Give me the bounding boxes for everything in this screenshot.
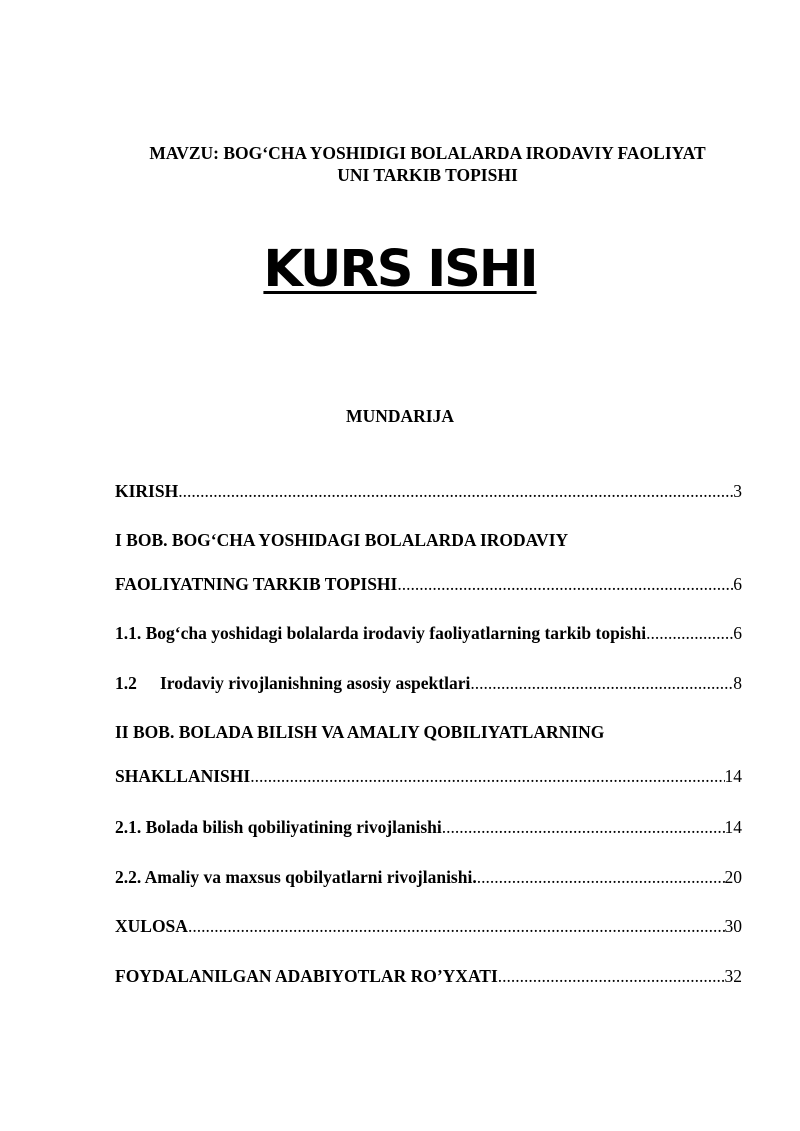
toc-leader-dots — [646, 622, 733, 644]
toc-entry-page: 30 — [724, 916, 742, 936]
toc-entry-section-1-1 — [115, 622, 742, 644]
course-title — [0, 238, 800, 302]
toc-leader-dots — [397, 573, 733, 595]
toc-entry-title: FOYDALANILGAN ADABIYOTLAR RO’YXATI — [115, 966, 498, 986]
toc-entry-chapter2-heading — [115, 721, 742, 743]
toc-leader-dots — [498, 965, 725, 987]
toc-entry-title: XULOSA — [115, 916, 188, 936]
toc-entry-page: 8 — [733, 673, 742, 693]
toc-entry-section-1-2 — [115, 672, 742, 694]
toc-entry-page: 6 — [733, 574, 742, 594]
toc-entry-section-2-1 — [115, 816, 742, 838]
toc-leader-dots — [250, 765, 724, 787]
toc-entry-section-2-2 — [115, 866, 742, 888]
toc-entry-title: II BOB. BOLADA BILISH VA AMALIY QOBILIYATLARNING — [115, 722, 605, 742]
toc-entry-title: 2.1. Bolada bilish qobiliyatining rivojlanishi — [115, 817, 442, 837]
toc-leader-dots — [477, 866, 725, 888]
toc-entry-chapter1 — [115, 573, 742, 595]
toc-entry-title: 1.1. Bog‘cha yoshidagi bolalarda irodaviy faoliyatlarning tarkib topishi — [115, 623, 647, 643]
document-topic — [100, 142, 755, 186]
toc-entry-title: SHAKLLANISHI — [115, 766, 251, 786]
toc-entry-intro — [115, 480, 742, 502]
course-title-text: KURS ISHI — [263, 240, 537, 299]
toc-entry-chapter1-heading — [115, 529, 742, 551]
toc-leader-dots — [442, 816, 725, 838]
topic-line-1: MAVZU: BOG‘CHA YOSHIDIGI BOLALARDA IRODAVIY FAOLIYAT — [149, 143, 706, 163]
topic-line-2: UNI TARKIB TOPISHI — [337, 165, 518, 185]
toc-entry-page: 3 — [733, 481, 742, 501]
toc-entry-page: 20 — [724, 867, 742, 887]
toc-leader-dots — [188, 915, 725, 937]
toc-entry-title: I BOB. BOG‘CHA YOSHIDAGI BOLALARDA IRODAVIY — [115, 530, 569, 550]
toc-entry-page: 14 — [724, 817, 742, 837]
toc-entry-page: 6 — [733, 623, 742, 643]
toc-entry-number: 1.2 — [115, 673, 137, 693]
toc-entry-title-group — [115, 672, 470, 694]
toc-entry-title: 2.2. Amaliy va maxsus qobilyatlarni rivojlanishi. — [115, 867, 477, 887]
toc-entry-page: 14 — [724, 766, 742, 786]
toc-entry-title: Irodaviy rivojlanishning asosiy aspektlari — [160, 673, 471, 693]
toc-entry-title: FAOLIYATNING TARKIB TOPISHI — [115, 574, 398, 594]
toc-entry-title: KIRISH — [115, 481, 179, 501]
toc-entry-references — [115, 965, 742, 987]
toc-entry-chapter2 — [115, 765, 742, 787]
toc-entry-conclusion — [115, 915, 742, 937]
toc-entry-page: 32 — [724, 966, 742, 986]
toc-leader-dots — [470, 672, 733, 694]
toc-heading: MUNDARIJA — [346, 406, 454, 426]
toc-leader-dots — [178, 480, 733, 502]
